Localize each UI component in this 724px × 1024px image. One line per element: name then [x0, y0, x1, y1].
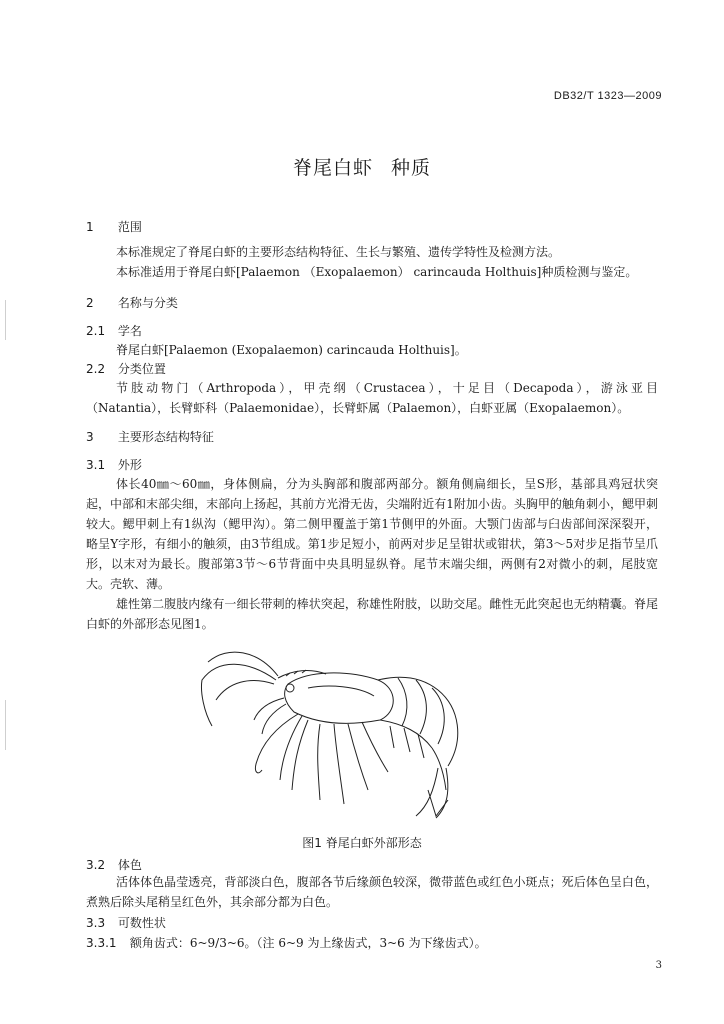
section-2-2-paragraph: 节肢动物门（Arthropoda），甲壳纲（Crustacea），十足目（Decapoda），游泳亚目（Natantia），长臂虾科（Palaemonidae），长臂虾属（Palaemon），白虾亚属（Exopalaemon）。	[86, 381, 658, 415]
title-part-1: 脊尾白虾	[292, 157, 373, 179]
section-3-3-1-item	[86, 934, 487, 951]
section-3-1-paragraph-1: 体长40㎜～60㎜，身体侧扁，分为头胸部和腹部两部分。额角侧扁细长，呈S形，基部具鸡冠状突起，中部和末部尖细，末部向上扬起，其前方光滑无齿，尖端附近有1附加小齿。头胸甲的触角刺小，鳃甲刺较大。鳃甲刺上有1纵沟（鳃甲沟）。第二侧甲覆盖于第1节侧甲的外面。大颚门齿部与臼齿部间深深裂开，略呈Y字形，有细小的触须，由3节组成。第1步足短小，前两对步足呈钳状或钳状，第3～5对步足指节呈爪形，以末对为最长。腹部第3节～6节背面中央具明显纵脊。尾节末端尖细，两侧有2对微小的刺，尾肢宽大。壳软、薄。	[86, 477, 658, 591]
section-title: 名称与分类	[117, 296, 178, 310]
section-1-paragraph-1: 本标准规定了脊尾白虾的主要形态结构特征、生长与繁殖、遗传学特性及检测方法。	[116, 245, 561, 259]
standard-code: DB32/T 1323—2009	[553, 90, 662, 102]
section-3-heading	[86, 428, 214, 445]
section-number: 3	[86, 430, 94, 444]
section-2-heading	[86, 294, 178, 311]
section-3-2-heading	[86, 856, 142, 873]
section-2-2-heading	[86, 360, 166, 377]
section-number: 3.2	[86, 858, 106, 872]
section-title: 外形	[117, 458, 142, 472]
section-1-heading	[86, 218, 142, 235]
section-3-1-paragraph-2: 雄性第二腹肢内缘有一细长带刺的棒状突起，称雄性附肢，以助交尾。雌性无此突起也无纳精囊。脊尾白虾的外部形态见图1。	[86, 597, 658, 631]
section-3-2-paragraph: 活体体色晶莹透亮，背部淡白色，腹部各节后缘颜色较深，微带蓝色或红色小斑点；死后体色呈白色，煮熟后除头尾稍呈红色外，其余部分都为白色。	[86, 875, 658, 909]
section-3-3-heading	[86, 914, 166, 931]
section-title: 体色	[117, 858, 142, 872]
document-title	[0, 153, 724, 180]
section-number: 3.3.1	[86, 936, 117, 950]
section-title: 分类位置	[117, 362, 166, 376]
section-number: 2.1	[86, 324, 106, 338]
section-2-1-heading	[86, 322, 142, 339]
section-number: 3.3	[86, 916, 106, 930]
scan-margin-mark	[5, 300, 6, 340]
section-number: 2.2	[86, 362, 106, 376]
section-number: 3.1	[86, 458, 106, 472]
scan-margin-mark	[5, 700, 6, 750]
section-number: 2	[86, 296, 94, 310]
section-3-1-heading	[86, 456, 142, 473]
section-number: 1	[86, 220, 94, 234]
section-title: 可数性状	[117, 916, 166, 930]
section-title: 学名	[117, 324, 142, 338]
rostrum-formula-text: 额角齿式：6~9/3~6。（注 6~9 为上缘齿式，3~6 为下缘齿式）。	[129, 936, 487, 950]
section-1-paragraph-2: 本标准适用于脊尾白虾[Palaemon （Exopalaemon） carincauda Holthuis]种质检测与鉴定。	[116, 265, 638, 279]
shrimp-illustration	[198, 640, 468, 822]
title-part-2: 种质	[391, 157, 432, 179]
page-number: 3	[655, 960, 662, 971]
figure-caption: 图1 脊尾白虾外部形态	[302, 836, 422, 850]
section-title: 主要形态结构特征	[117, 430, 214, 444]
section-title: 范围	[117, 220, 142, 234]
section-2-1-paragraph: 脊尾白虾[Palaemon (Exopalaemon) carincauda Holthuis]。	[116, 343, 467, 357]
